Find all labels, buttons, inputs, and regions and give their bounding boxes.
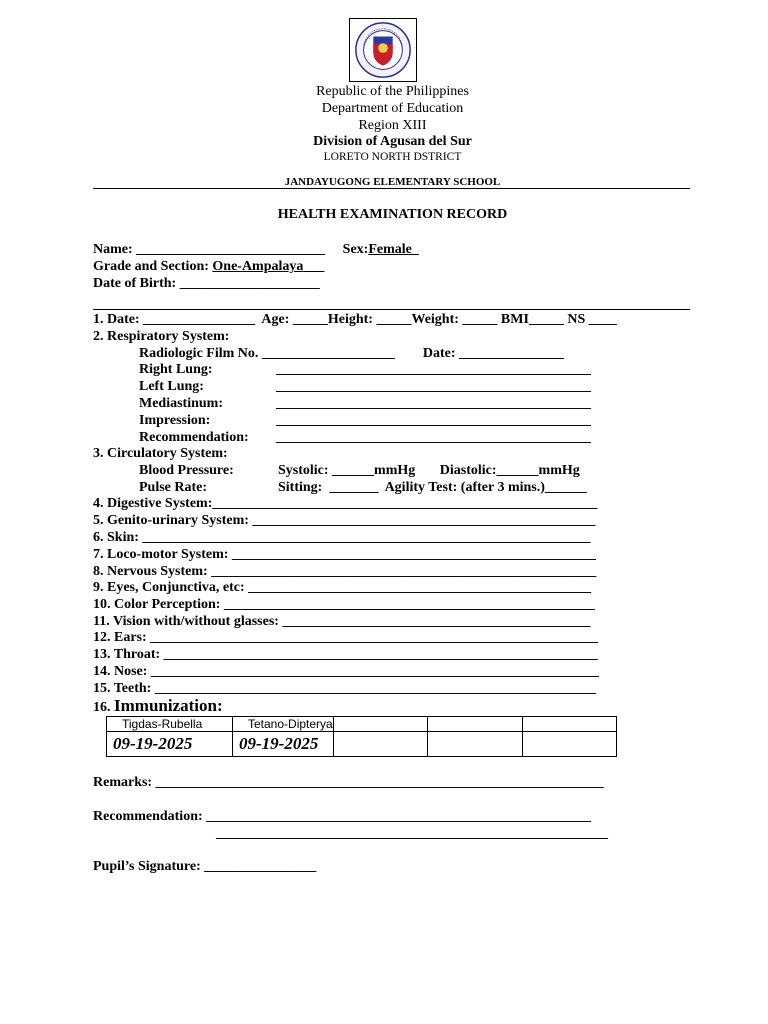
- deped-seal-icon: [349, 18, 417, 82]
- item-1-row: 1. Date: ________________ Age: _____Height: _____Weight: _____ BMI_____ NS ____: [93, 312, 617, 327]
- item-3-heading: 3. Circulatory System:: [93, 446, 228, 461]
- impression-label: Impression:: [139, 413, 211, 428]
- immunization-header-cell: Tigdas-Rubella: [107, 717, 233, 732]
- immunization-header-cell: [334, 717, 428, 732]
- item-10-row: 10. Color Perception: _____________________________________________________: [93, 597, 595, 612]
- pulse-rate-label: Pulse Rate:: [139, 480, 208, 495]
- item-5-row: 5. Genito-urinary System: _________________________________________________: [93, 513, 596, 528]
- sex-value[interactable]: Female_: [368, 242, 419, 257]
- name-label: Name:: [93, 242, 137, 257]
- dob-label: Date of Birth:: [93, 276, 180, 291]
- immunization-header-row: [107, 717, 617, 732]
- grade-label: Grade and Section:: [93, 259, 213, 274]
- sex-label: Sex:: [325, 242, 369, 257]
- right-lung-blank[interactable]: _____________________________________________: [276, 362, 591, 377]
- recommendation-blank[interactable]: _____________________________________________: [276, 430, 591, 445]
- item-7-row: 7. Loco-motor System: ____________________________________________________: [93, 547, 596, 562]
- grade-row: [93, 258, 324, 275]
- radiologic-film-row: Radiologic Film No. ___________________ Date: _______________: [139, 346, 565, 361]
- immunization-date-cell[interactable]: 09-19-2025: [233, 732, 334, 757]
- item-6-row: 6. Skin: ________________________________________________________________: [93, 530, 591, 545]
- item-16-heading: 16. Immunization:: [93, 696, 223, 715]
- grade-value[interactable]: One-Ampalaya: [212, 259, 304, 274]
- header-line-3: Region XIII: [358, 118, 427, 133]
- header-line-1: Republic of the Philippines: [316, 84, 469, 99]
- item-9-row: 9. Eyes, Conjunctiva, etc: _________________________________________________: [93, 580, 592, 595]
- immunization-date-cell[interactable]: [334, 732, 428, 757]
- mediastinum-blank[interactable]: _____________________________________________: [276, 396, 591, 411]
- left-lung-blank[interactable]: _____________________________________________: [276, 379, 591, 394]
- blood-pressure-label: Blood Pressure:: [139, 463, 234, 478]
- immunization-header-cell: [523, 717, 617, 732]
- pupil-signature-row[interactable]: Pupil’s Signature: ________________: [93, 859, 317, 874]
- mediastinum-label: Mediastinum:: [139, 396, 223, 411]
- page-title: HEALTH EXAMINATION RECORD: [277, 207, 508, 222]
- name-blank[interactable]: ___________________________: [136, 242, 326, 257]
- item-12-row: 12. Ears: ________________________________________________________________: [93, 630, 599, 645]
- blood-pressure-values[interactable]: Systolic: ______mmHg Diastolic:______mmHg: [278, 463, 580, 478]
- recommendation-row[interactable]: Recommendation: _______________________________________________________: [93, 809, 592, 824]
- immunization-table: [106, 716, 617, 757]
- recommendation-row-2[interactable]: ________________________________________________________: [216, 826, 608, 841]
- item-13-row: 13. Throat: ______________________________________________________________: [93, 647, 598, 662]
- pulse-rate-values[interactable]: Sitting: _______ Agility Test: (after 3 mins.)______: [278, 480, 587, 495]
- immunization-date-cell[interactable]: [523, 732, 617, 757]
- header-district: LORETO NORTH DSTRICT: [323, 151, 462, 163]
- header-school: JANDAYUGONG ELEMENTARY SCHOOL: [284, 176, 501, 188]
- remarks-row[interactable]: Remarks: ________________________________________________________________: [93, 775, 604, 790]
- item-15-row: 15. Teeth: _______________________________________________________________: [93, 681, 596, 696]
- name-row: [93, 241, 419, 258]
- immunization-date-cell[interactable]: 09-19-2025: [107, 732, 233, 757]
- left-lung-label: Left Lung:: [139, 379, 204, 394]
- section-rule: [93, 309, 690, 310]
- immunization-header-cell: [428, 717, 523, 732]
- right-lung-label: Right Lung:: [139, 362, 213, 377]
- recommendation-label: Recommendation:: [139, 430, 249, 445]
- item-4-row: 4. Digestive System:_______________________________________________________: [93, 496, 598, 511]
- header-line-2: Department of Education: [321, 101, 464, 116]
- dob-row: [93, 275, 320, 292]
- header-division: Division of Agusan del Sur: [313, 134, 472, 149]
- item-8-row: 8. Nervous System: _______________________________________________________: [93, 564, 597, 579]
- header-rule: [93, 188, 690, 189]
- immunization-date-row: [107, 732, 617, 757]
- impression-blank[interactable]: _____________________________________________: [276, 413, 591, 428]
- item-2-heading: 2. Respiratory System:: [93, 329, 230, 344]
- immunization-date-cell[interactable]: [428, 732, 523, 757]
- item-14-row: 14. Nose: ________________________________________________________________: [93, 664, 599, 679]
- dob-blank[interactable]: ____________________: [179, 276, 320, 291]
- immunization-header-cell: Tetano-Dipterya: [233, 717, 334, 732]
- item-11-row: 11. Vision with/without glasses: ____________________________________________: [93, 614, 591, 629]
